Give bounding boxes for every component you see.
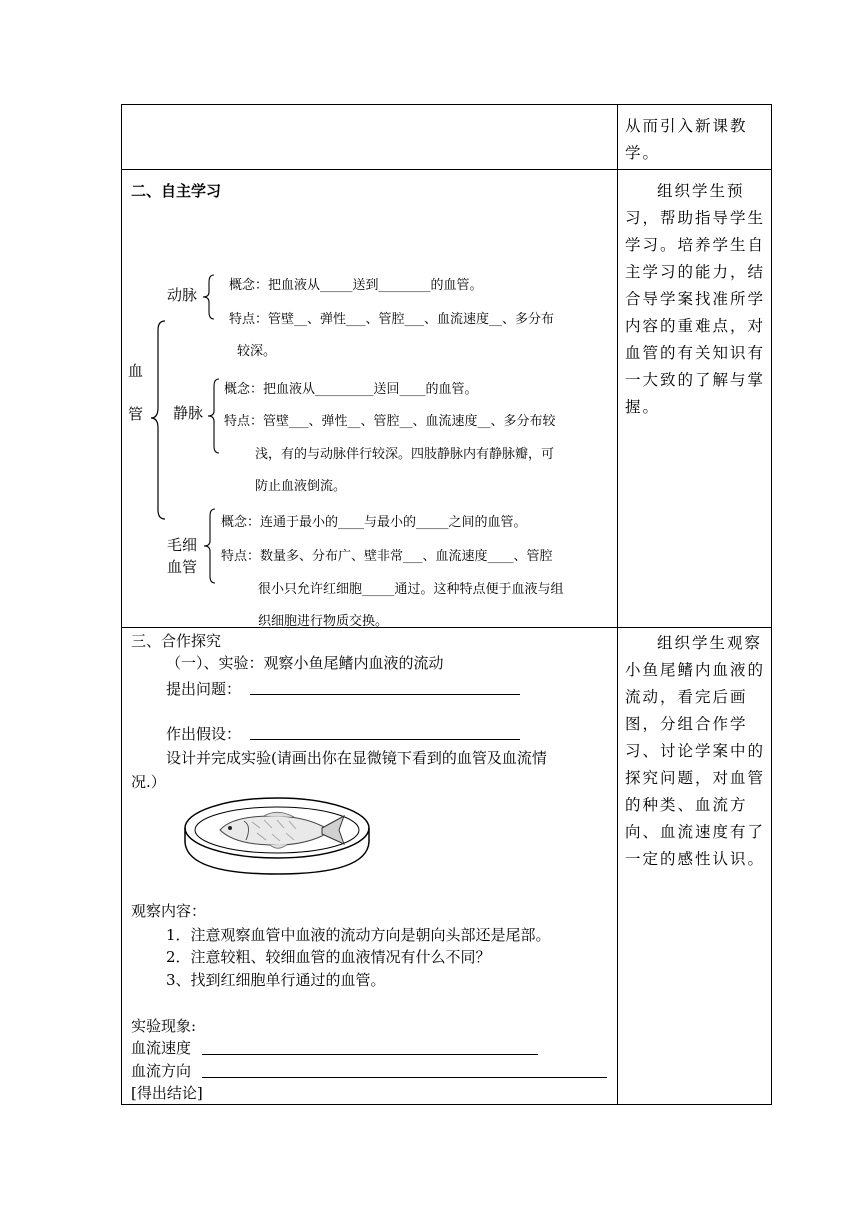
self-study-cell [122, 170, 618, 628]
vein-concept: 概念：把血液从_________送回____的血管。 [224, 382, 478, 397]
observe-item-2: 2．注意较粗、较细血管的血液情况有什么不同？ [166, 948, 491, 966]
conclusion-label: [得出结论] [131, 1084, 203, 1102]
speed-blank-line [202, 1054, 538, 1055]
hypothesis-blank-line [250, 739, 520, 740]
self-study-note-cell [618, 170, 772, 628]
self-study-note: 组织学生预习，帮助指导学生学习。培养学生自主学习的能力，结合导学案找准所学内容的重难点，对血管的有关知识有一大致的了解与掌握。 [625, 182, 766, 416]
design-line-1: 设计并完成实验(请画出你在显微镜下看到的血管及血流情 [166, 749, 547, 767]
intro-right-cell [618, 105, 772, 170]
speed-label: 血流速度 [131, 1039, 192, 1057]
intro-left-cell [122, 105, 618, 170]
section-heading-self-study: 二、自主学习 [131, 182, 222, 200]
phenomena-label: 实验现象: [131, 1017, 197, 1035]
capillary-feature-line-3: 织细胞进行物质交换。 [258, 614, 389, 629]
direction-blank-line [202, 1077, 607, 1078]
experiment-title: （一）、实验：观察小鱼尾鳍内血液的流动 [166, 654, 444, 672]
inquiry-note-cell [618, 628, 772, 1105]
inquiry-cell [122, 628, 618, 1105]
capillary-label-line-2: 血管 [167, 558, 198, 576]
artery-concept: 概念：把血液从_____送到________的血管。 [229, 278, 483, 293]
observe-item-1: 1．注意观察血管中血液的流动方向是朝向头部还是尾部。 [166, 926, 551, 944]
vein-feature-line-1: 特点：管壁___、弹性__、管腔__、血流速度__、多分布较 [224, 414, 556, 429]
row-self-study [122, 170, 772, 628]
lesson-table [121, 104, 772, 1105]
observe-label: 观察内容： [131, 902, 207, 920]
row-cooperative-inquiry [122, 628, 772, 1105]
vein-feature-line-2: 浅，有的与动脉伴行较深。四肢静脉内有静脉瓣，可 [255, 447, 555, 462]
question-blank-line [250, 694, 520, 695]
capillary-brace [202, 508, 218, 584]
artery-brace [201, 274, 217, 320]
capillary-feature-line-2: 很小只允许红细胞_____通过。这种特点便于血液与组 [258, 582, 564, 597]
direction-label: 血流方向 [131, 1062, 192, 1080]
question-label: 提出问题： [166, 680, 242, 698]
artery-feature-line-1: 特点：管壁__、弹性___、管腔___、血流速度__、多分布 [229, 312, 555, 327]
capillary-concept: 概念：连通于最小的____与最小的_____之间的血管。 [221, 515, 527, 530]
vessel-brace [149, 320, 169, 520]
design-line-2: 况.） [131, 773, 166, 791]
observe-item-3: 3、找到红细胞单行通过的血管。 [166, 971, 386, 989]
petri-dish-fish-illustration [182, 796, 372, 876]
vessel-label-char-1: 血 [128, 362, 144, 380]
capillary-label-line-1: 毛细 [167, 536, 198, 554]
section-heading-inquiry: 三、合作探究 [131, 632, 222, 650]
intro-note: 从而引入新课教学。 [625, 117, 748, 162]
vessel-label-char-2: 管 [128, 405, 144, 423]
artery-label: 动脉 [167, 286, 198, 304]
row-intro [122, 105, 772, 170]
artery-feature-line-2: 较深。 [237, 344, 277, 359]
capillary-feature-line-1: 特点：数量多、分布广、壁非常___、血流速度____、管腔 [221, 549, 553, 564]
vein-brace [206, 378, 222, 454]
vein-feature-line-3: 防止血液倒流。 [255, 479, 347, 494]
vein-label: 静脉 [173, 404, 204, 422]
hypothesis-label: 作出假设： [166, 725, 242, 743]
inquiry-note: 组织学生观察小鱼尾鳍内血液的流动，看完后画图，分组合作学习、讨论学案中的探究问题，对血管的种类、血流方向、血流速度有了一定的感性认识。 [625, 634, 766, 868]
